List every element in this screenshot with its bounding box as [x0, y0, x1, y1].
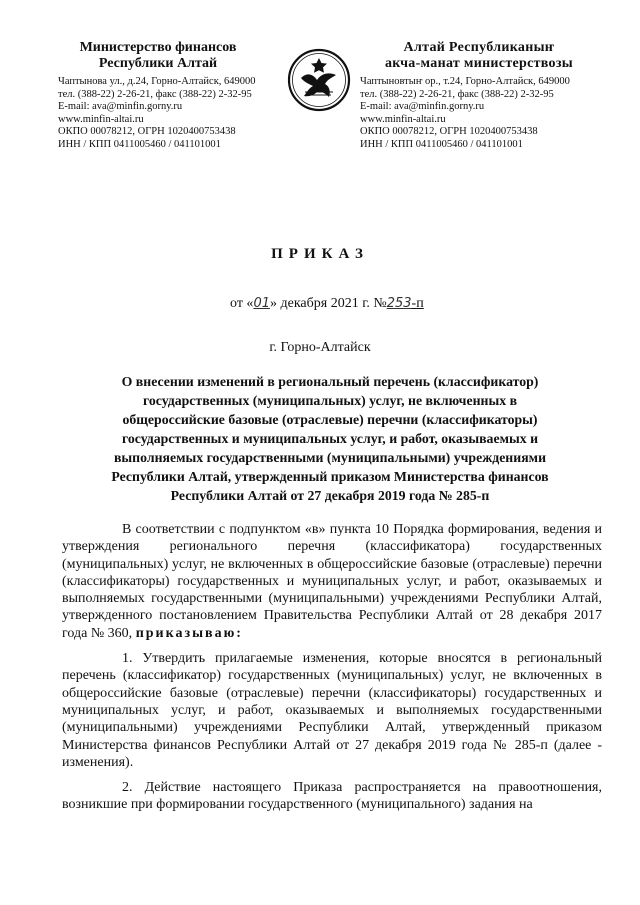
order-subject-heading: О внесении изменений в региональный перечень (классификатор) государственных (муниципальных) услуг, не включенных в общероссийские базовые (отраслевые) перечни (классификаторы) государственных и муниципальных услуг, и работ, оказываемых и выполняемых государственными (муниципальными) учреждениями Республики Алтай, утвержденный приказом Министерства финансов Республики Алтай от 27 декабря 2019 года № 285-п	[111, 374, 549, 503]
number-suffix: -п	[411, 296, 424, 311]
order-city: г. Горно-Алтайск	[269, 340, 371, 355]
ministry-name-altai-line2: акча-манат министерствозы	[384, 55, 574, 71]
date-prefix: от «	[230, 296, 254, 311]
email-line: E-mail: ava@minfin.gorny.ru	[360, 101, 485, 113]
address-line: Чаптынова ул., д.24, Горно-Алтайск, 649000	[58, 76, 256, 87]
ministry-name-line1: Министерство финансов	[79, 40, 237, 55]
date-middle: » декабря 2021 г. №	[269, 296, 387, 311]
letterhead-left	[58, 40, 288, 152]
website-line: www.minfin-altai.ru	[58, 113, 144, 125]
order-date-line	[230, 296, 424, 312]
document-body	[62, 521, 602, 814]
paragraph-item-1: 1. Утвердить прилагаемые изменения, которые вносятся в региональный перечень (классификатор) государственных (муниципальных) услуг, не включенных в общероссийские базовые (отраслевые) перечни (классификаторы) государственных и муниципальных услуг, и работ, оказываемых и выполняемых государственными (муниципальными) учреждениями Республики Алтай, утвержденный приказом Министерства финансов Республики Алтай от 27 декабря 2019 года № 285-п (далее - изменения).	[62, 651, 602, 770]
letterhead-right	[360, 40, 610, 152]
phone-line: тел. (388-22) 2-26-21, факс (388-22) 2-32-95	[360, 88, 554, 100]
phone-line: тел. (388-22) 2-26-21, факс (388-22) 2-32-95	[58, 88, 252, 100]
handwritten-day: 01	[253, 296, 270, 311]
ministry-name-altai	[364, 40, 594, 71]
ministry-name-altai-line1: Алтай Республиканыҥ	[403, 40, 555, 55]
preamble-text: В соответствии с подпунктом «в» пункта 10 Порядка формирования, ведения и утверждения регионального перечня (классификатора) государственных (муниципальных) услуг, не включенных в общероссийские базовые (отраслевые) перечни (классификаторы) государственных и муниципальных услуг, и работ, оказываемых и выполняемых государственными (муниципальными) учреждениями Республики Алтай, утвержденного постановлением Правительства Республики Алтай от 28 декабря 2017 года № 360,	[62, 522, 602, 641]
inn-line: ИНН / КПП 0411005460 / 041101001	[360, 138, 523, 150]
address-line: Чаптыновтыҥ ор., т.24, Горно-Алтайск, 649000	[360, 76, 570, 87]
okpo-line: ОКПО 00078212, ОГРН 1020400753438	[58, 126, 236, 138]
order-title: ПРИКАЗ	[271, 246, 369, 262]
website-line: www.minfin-altai.ru	[360, 113, 446, 125]
paragraph-preamble	[62, 521, 602, 642]
ministry-name-line2: Республики Алтай	[98, 55, 218, 71]
paragraph-item-2: 2. Действие настоящего Приказа распространяется на правоотношения, возникшие при формировании государственного (муниципального) задания на	[62, 780, 602, 813]
okpo-line: ОКПО 00078212, ОГРН 1020400753438	[360, 126, 538, 138]
letterhead	[0, 40, 640, 170]
ministry-name-russian	[58, 40, 258, 71]
email-line: E-mail: ava@minfin.gorny.ru	[58, 101, 183, 113]
inn-line: ИНН / КПП 0411005460 / 041101001	[58, 138, 221, 150]
preamble-directive: приказываю:	[135, 625, 243, 641]
altai-republic-emblem-icon	[287, 48, 351, 112]
handwritten-number: 253	[386, 296, 412, 311]
